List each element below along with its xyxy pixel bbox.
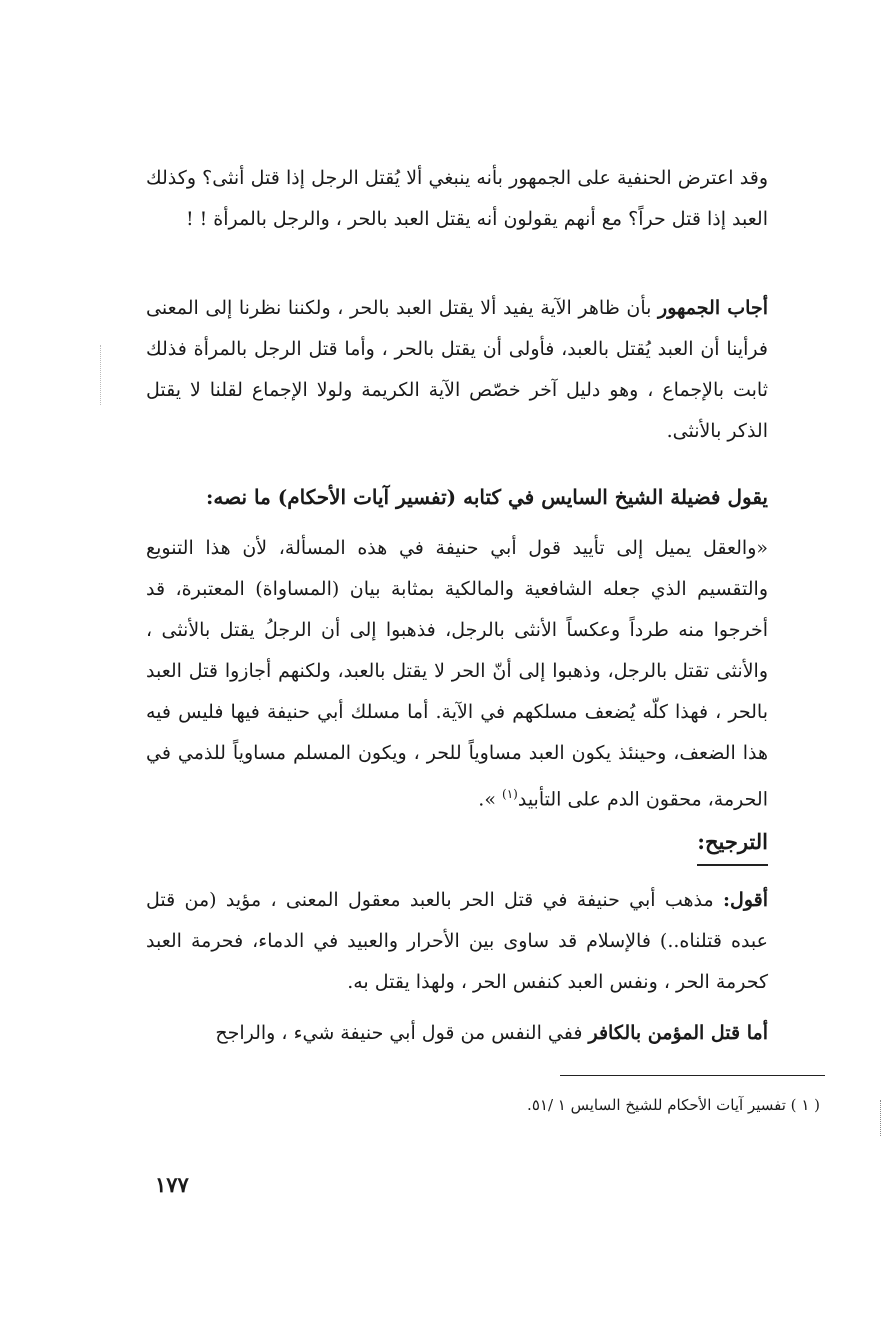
paragraph-body: مذهب أبي حنيفة في قتل الحر بالعبد معقول المعنى ، مؤيد (من قتل عبده قتلناه..) فالإسلام قد ساوى بين الأحرار والعبيد في الدماء، فحرمة العبد كحرمة الحر ، ونفس العبد كنفس الحر ، ولهذا يقتل به.: [146, 889, 768, 993]
paragraph-lead-bold: أجاب الجمهور: [658, 297, 768, 319]
quotation-end: ».: [478, 788, 503, 811]
paragraph-majority-answer: [146, 288, 768, 452]
paragraph-author-opinion: [146, 880, 768, 1003]
paragraph-lead-bold: أقول:: [723, 889, 768, 911]
subheading-text: الترجيح:: [697, 822, 768, 866]
paragraph-objection-text: وقد اعترض الحنفية على الجمهور بأنه ينبغي ألا يُقتل الرجل إذا قتل أنثى؟ وكذلك العبد إذا قتل حراً؟ مع أنهم يقولون أنه يقتل العبد بالحر ، والرجل بالمرأة ! !: [146, 167, 768, 230]
paragraph-lead-bold: أما قتل المؤمن بالكافر: [588, 1022, 768, 1044]
footnote-marker: (١): [502, 787, 518, 801]
paragraph-objection: [146, 158, 768, 240]
subheading-tarjih: [146, 822, 768, 866]
page-number: ١٧٧: [155, 1172, 189, 1197]
section-heading-sayis: [146, 477, 768, 517]
scan-margin-mark: [880, 1100, 884, 1136]
quotation-text: «والعقل يميل إلى تأييد قول أبي حنيفة في هذه المسألة، لأن هذا التنويع والتقسيم الذي جعله الشافعية والمالكية بمثابة بيان (المساواة) المعتبرة، قد أخرجوا منه طرداً وعكساً الأنثى بالرجل، فذهبوا إلى أن الرجلُ يقتل بالأنثى ، والأنثى تقتل بالرجل، وذهبوا إلى أنّ الحر لا يقتل بالعبد، ولكنهم أجازوا قتل العبد بالحر ، فهذا كلّه يُضعف مسلكهم في الآية. أما مسلك أبي حنيفة فيها فليس فيه هذا الضعف، وحينئذ يكون العبد مساوياً للحر ، ويكون المسلم مساوياً للذمي في الحرمة، محقون الدم على التأبيد: [146, 537, 768, 811]
footnote-divider: [560, 1075, 825, 1076]
paragraph-believer-disbeliever: [146, 1013, 768, 1054]
paragraph-body: ففي النفس من قول أبي حنيفة شيء ، والراجح: [215, 1022, 589, 1044]
quotation-paragraph: [146, 528, 768, 820]
section-heading-text: يقول فضيلة الشيخ السايس في كتابه (تفسير آيات الأحكام) ما نصه:: [206, 485, 768, 509]
scan-margin-mark: [100, 345, 104, 405]
paragraph-body: بأن ظاهر الآية يفيد ألا يقتل العبد بالحر ، ولكننا نظرنا إلى المعنى فرأينا أن العبد يُقتل بالعبد، فأولى أن يقتل بالحر ، وأما قتل الرجل بالمرأة فذلك ثابت بالإجماع ، وهو دليل آخر خصّص الآية الكريمة ولولا الإجماع لقلنا لا يقتل الذكر بالأنثى.: [146, 297, 768, 442]
footnote: ( ١ ) تفسير آيات الأحكام للشيخ السايس ١ /٥١.: [527, 1096, 820, 1114]
